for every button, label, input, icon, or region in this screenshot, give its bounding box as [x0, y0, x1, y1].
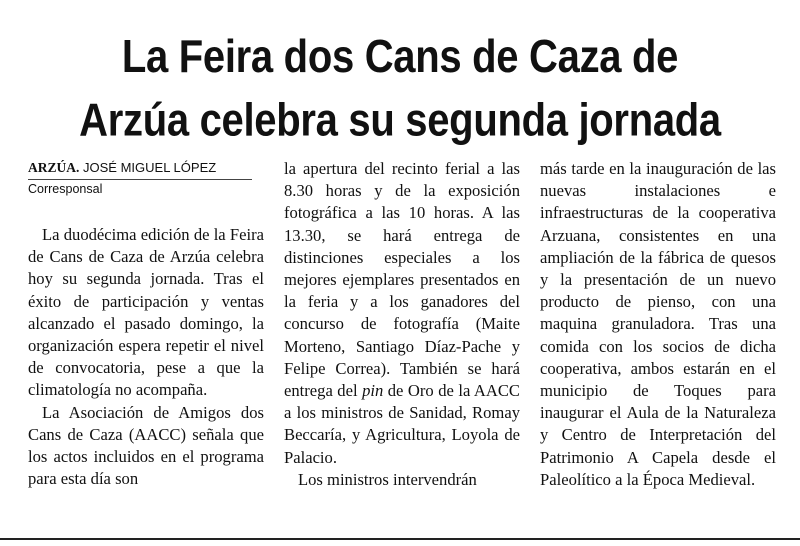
paragraph [284, 158, 520, 469]
column-3 [540, 158, 776, 491]
paragraph: La duodécima edición de la Feira de Cans de Caza de Arzúa celebra hoy su segunda jornada. Tras el éxito de participación y ventas alcanzado el pasado domingo, la organización espera repetir el nivel de convocatoria, pese a que la climatología no acompaña. [28, 225, 264, 400]
paragraph: más tarde en la inauguración de las nuevas instalaciones e infraestructuras de la cooperativa Arzuana, consistentes en una ampliación de la fábrica de quesos y la presentación de un nuevo producto de pienso, con una maquina granuladora. Tras una comida con los socios de dicha cooperativa, ambos estarán en el municipio de Toques para inaugurar el Aula de la Naturaleza y Centro de Interpretación del Patrimonio A Capela desde el Paleolítico a la Época Medieval. [540, 159, 776, 489]
paragraph-emphasis: pin [362, 381, 384, 401]
column-2 [284, 158, 520, 491]
paragraph: La Asociación de Amigos dos Cans de Caza (AACC) señala que los actos incluidos en el programa para esta día son [28, 402, 264, 489]
byline-place: ARZÚA. [28, 160, 80, 175]
headline-line-2: Arzúa celebra su segunda jornada [79, 95, 721, 146]
headline [0, 26, 800, 153]
byline-role: Corresponsal [28, 182, 103, 196]
paragraph-text: la apertura del recinto ferial a las 8.30 horas y de la exposición fotográfica a las 10 horas. A las 13.30, se hará entrega de distinciones especiales a los mejores ejemplares presentados en la feria y a los ganadores del concurso de fotografía (Maite Morteno, Santiago Díaz-Pache y Felipe Correa). También se hará entrega del [284, 159, 520, 401]
headline-line-1: La Feira dos Cans de Caza de [121, 31, 679, 83]
byline [28, 158, 252, 180]
column-1 [28, 158, 264, 490]
paragraph: Los ministros intervendrán [298, 469, 477, 489]
paragraph-text: de Oro de la AACC a los ministros de Sanidad, Romay Beccaría, y Agricultura, Loyola de Palacio. [284, 381, 520, 467]
byline-author: JOSÉ MIGUEL LÓPEZ [83, 160, 217, 175]
bottom-rule [0, 538, 800, 540]
